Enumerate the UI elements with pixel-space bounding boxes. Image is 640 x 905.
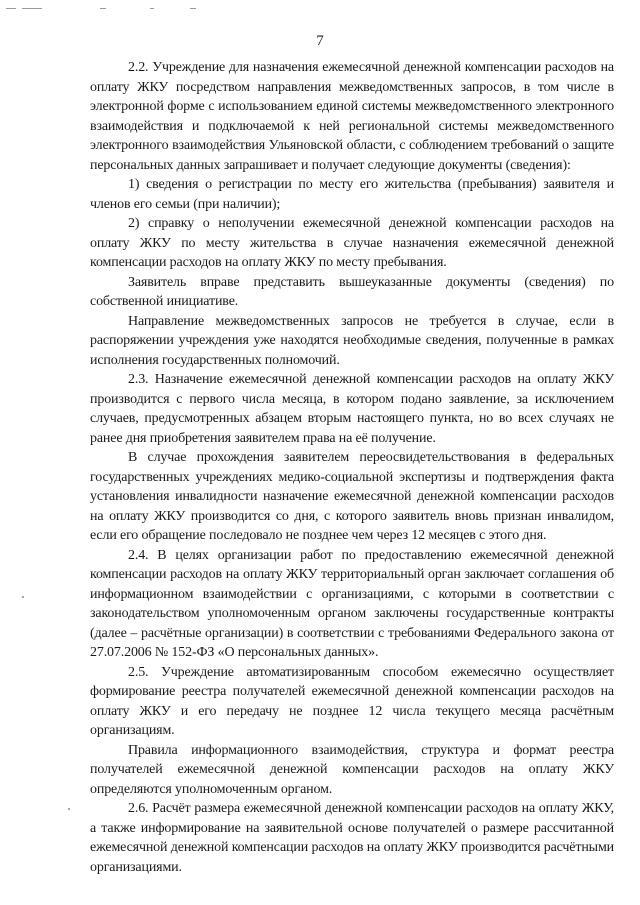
list-item-2: 2) справку о неполучении ежемесячной денежной компенсации расходов на оплату ЖКУ по месту жительства в случае назначения ежемесячной денежной компенсации расходов на оплату ЖКУ по месту пребывания. — [90, 216, 614, 270]
list-item-1: 1) сведения о регистрации по месту его жительства (пребывания) заявителя и членов его семьи (при наличии); — [90, 177, 614, 212]
document-body — [90, 58, 614, 877]
scan-artifacts — [0, 6, 640, 10]
paragraph-reexamination: В случае прохождения заявителем переосвидетельствования в федеральных государственных учреждениях медико-социальной экспертизы и подтверждения факта установления инвалидности назначение ежемесячной денежной компенсации расходов на оплату ЖКУ производится со дня, с которого заявитель вновь признан инвалидом, если его обращение последовало не позднее чем через 12 месяцев с этого дня. — [90, 450, 614, 543]
paragraph-2-5: 2.5. Учреждение автоматизированным способом ежемесячно осуществляет формирование реестра получателей ежемесячной денежной компенсации расходов на оплату ЖКУ и его передачу не позднее 12 числа текущего месяца расчётным организациям. — [90, 664, 614, 738]
scan-mark — [100, 8, 106, 9]
scan-mark — [190, 8, 196, 9]
margin-speck — [22, 596, 24, 598]
paragraph-registry-rules: Правила информационного взаимодействия, структура и формат реестра получателей ежемесячной денежной компенсации расходов на оплату ЖКУ определяются уполномоченным органом. — [90, 742, 614, 797]
paragraph-2-6: 2.6. Расчёт размера ежемесячной денежной компенсации расходов на оплату ЖКУ, а также информирование на заявительной основе получателей о размере рассчитанной ежемесячной денежной компенсации расходов на оплату ЖКУ производится расчётными организациями. — [90, 801, 614, 875]
page-number: 7 — [316, 33, 324, 49]
paragraph-applicant-right: Заявитель вправе представить вышеуказанные документы (сведения) по собственной инициативе. — [90, 274, 614, 309]
margin-speck — [68, 808, 70, 810]
scan-mark — [22, 8, 42, 9]
paragraph-2-3: 2.3. Назначение ежемесячной денежной компенсации расходов на оплату ЖКУ производится с первого числа месяца, в котором подано заявление, за исключением случаев, предусмотренных абзацем вторым настоящего пункта, но во всех случаях не ранее дня приобретения заявителем права на её получение. — [90, 372, 614, 446]
paragraph-requests-not-required: Направление межведомственных запросов не требуется в случае, если в распоряжении учреждения уже находятся необходимые сведения, полученные в рамках исполнения государственных полномочий. — [90, 313, 614, 368]
paragraph-2-2: 2.2. Учреждение для назначения ежемесячной денежной компенсации расходов на оплату ЖКУ посредством направления межведомственных запросов, в том числе в электронной форме с использованием единой системы межведомственного электронного взаимодействия и подключаемой к ней региональной системы межведомственного электронного взаимодействия Ульяновской области, с соблюдением требований о защите персональных данных запрашивает и получает следующие документы (сведения): — [90, 60, 614, 173]
scan-mark — [6, 8, 16, 9]
paragraph-2-4: 2.4. В целях организации работ по предоставлению ежемесячной денежной компенсации расходов на оплату ЖКУ территориальный орган заключает соглашения об информационном взаимодействии с организациями, с которыми в соответствии с законодательством уполномоченным органом заключены государственные контракты (далее – расчётные организации) в соответствии с требованиями Федерального закона от 27.07.2006 № 152-ФЗ «О персональных данных». — [90, 547, 614, 660]
scan-mark — [150, 8, 154, 9]
